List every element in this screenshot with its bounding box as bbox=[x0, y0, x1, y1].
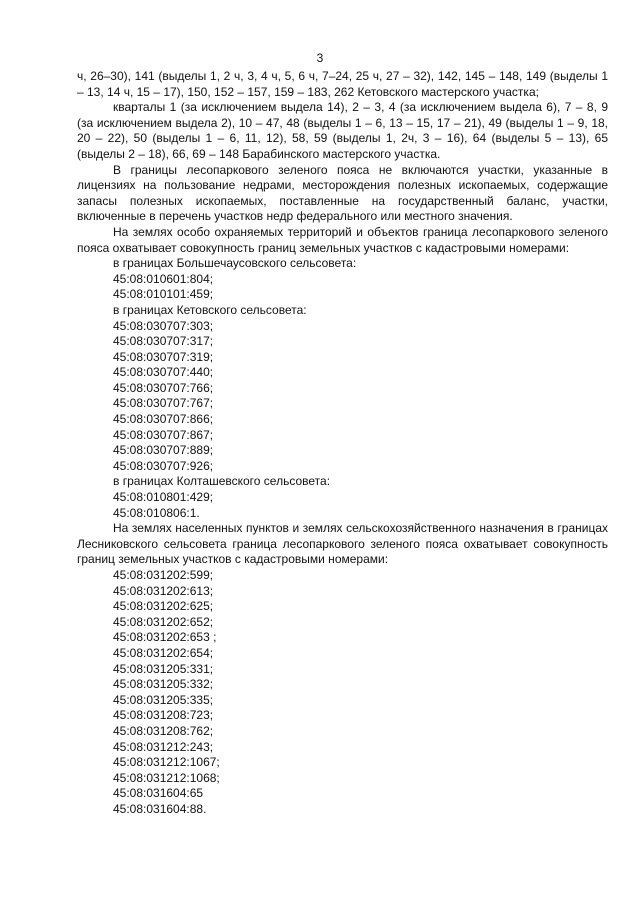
group-ketovsky bbox=[77, 303, 608, 475]
cadastral-number: 45:08:031202:625; bbox=[113, 599, 214, 614]
group-heading: в границах Колташевского сельсовета: bbox=[113, 474, 331, 489]
cadastral-number: 45:08:031202:652; bbox=[113, 614, 214, 629]
cadastral-number: 45:08:031604:88. bbox=[113, 801, 207, 816]
cadastral-number: 45:08:031202:653 ; bbox=[113, 630, 217, 645]
cadastral-number: 45:08:030707:317; bbox=[113, 334, 214, 349]
group-bolshechausovsky bbox=[77, 256, 608, 303]
cadastral-number: 45:08:031205:335; bbox=[113, 692, 214, 707]
cadastral-number: 45:08:030707:866; bbox=[113, 412, 214, 427]
cadastral-number: 45:08:031212:243; bbox=[113, 739, 214, 754]
paragraph-lesnikovsky: На землях населенных пунктов и землях сельскохозяйственного назначения в границах Лесниковского сельсовета граница лесопаркового зеленого пояса охватывает совокупность границ земельных участков с кадастровыми номерами: bbox=[77, 521, 608, 567]
cadastral-number: 45:08:030707:926; bbox=[113, 458, 214, 473]
cadastral-number: 45:08:031208:762; bbox=[113, 723, 214, 738]
cadastral-number: 45:08:031212:1067; bbox=[113, 755, 220, 770]
paragraph-protected-lands: На землях особо охраняемых территорий и объектов граница лесопаркового зеленого пояса охватывает совокупность границ земельных участков с кадастровыми номерами: bbox=[77, 224, 608, 255]
cadastral-number: 45:08:031202:599; bbox=[113, 568, 214, 582]
cadastral-number: 45:08:030707:889; bbox=[113, 443, 214, 458]
cadastral-number: 45:08:010801:429; bbox=[113, 490, 214, 505]
page-number: 3 bbox=[316, 51, 324, 65]
paragraph-forest-blocks-barabinsky: кварталы 1 (за исключением выдела 14), 2 – 3, 4 (за исключением выдела 6), 7 – 8, 9 (за исключением выдела 2), 10 – 47, 48 (выделы 1 – 6, 13 – 15, 17 – 21), 49 (выделы 1 – 9, 18, 20 – 22), 50 (выделы 1 – 6, 11, 12), 58, 59 (выделы 1, 2ч, 3 – 16), 64 (выделы 5 – 13), 65 (выделы 2 – 18), 66, 69 – 148 Барабинского мастерского участка. bbox=[77, 100, 608, 161]
cadastral-number: 45:08:010806:1. bbox=[113, 505, 200, 520]
cadastral-number: 45:08:030707:440; bbox=[113, 365, 214, 380]
paragraph-forest-blocks-ketovsky: ч, 26–30), 141 (выделы 1, 2 ч, 3, 4 ч, 5, 6 ч, 7–24, 25 ч, 27 – 32), 142, 145 – 148, 149 (выделы 1 – 13, 14 ч, 15 – 17), 150, 152 – 157, 159 – 183, 262 Кетовского мастерского участка; bbox=[77, 69, 608, 99]
cadastral-number: 45:08:031208:723; bbox=[113, 708, 214, 723]
document-body bbox=[77, 69, 608, 818]
cadastral-number: 45:08:031202:613; bbox=[113, 583, 214, 598]
cadastral-number: 45:08:031212:1068; bbox=[113, 770, 220, 785]
cadastral-number: 45:08:030707:319; bbox=[113, 349, 214, 364]
cadastral-number: 45:08:030707:867; bbox=[113, 427, 214, 442]
cadastral-number: 45:08:010601:804; bbox=[113, 271, 214, 286]
paragraph-exclusions: В границы лесопаркового зеленого пояса не включаются участки, указанные в лицензиях на пользование недрами, месторождения полезных ископаемых, содержащие запасы полезных ископаемых, поставленные на государственный баланс, участки, включенные в перечень участков недр федерального или местного значения. bbox=[77, 162, 608, 224]
group-heading: в границах Большечаусовского сельсовета: bbox=[113, 256, 357, 271]
cadastral-number: 45:08:031205:332; bbox=[113, 677, 214, 692]
cadastral-number: 45:08:030707:767; bbox=[113, 396, 214, 411]
cadastral-number: 45:08:010101:459; bbox=[113, 287, 214, 302]
cadastral-number: 45:08:031604:65 bbox=[113, 786, 204, 801]
group-heading: в границах Кетовского сельсовета: bbox=[113, 302, 307, 317]
group-lesnikovsky bbox=[77, 568, 608, 818]
group-koltashevsky bbox=[77, 474, 608, 521]
cadastral-number: 45:08:030707:303; bbox=[113, 318, 214, 333]
cadastral-number: 45:08:030707:766; bbox=[113, 380, 214, 395]
cadastral-number: 45:08:031205:331; bbox=[113, 661, 214, 676]
cadastral-number: 45:08:031202:654; bbox=[113, 645, 214, 660]
